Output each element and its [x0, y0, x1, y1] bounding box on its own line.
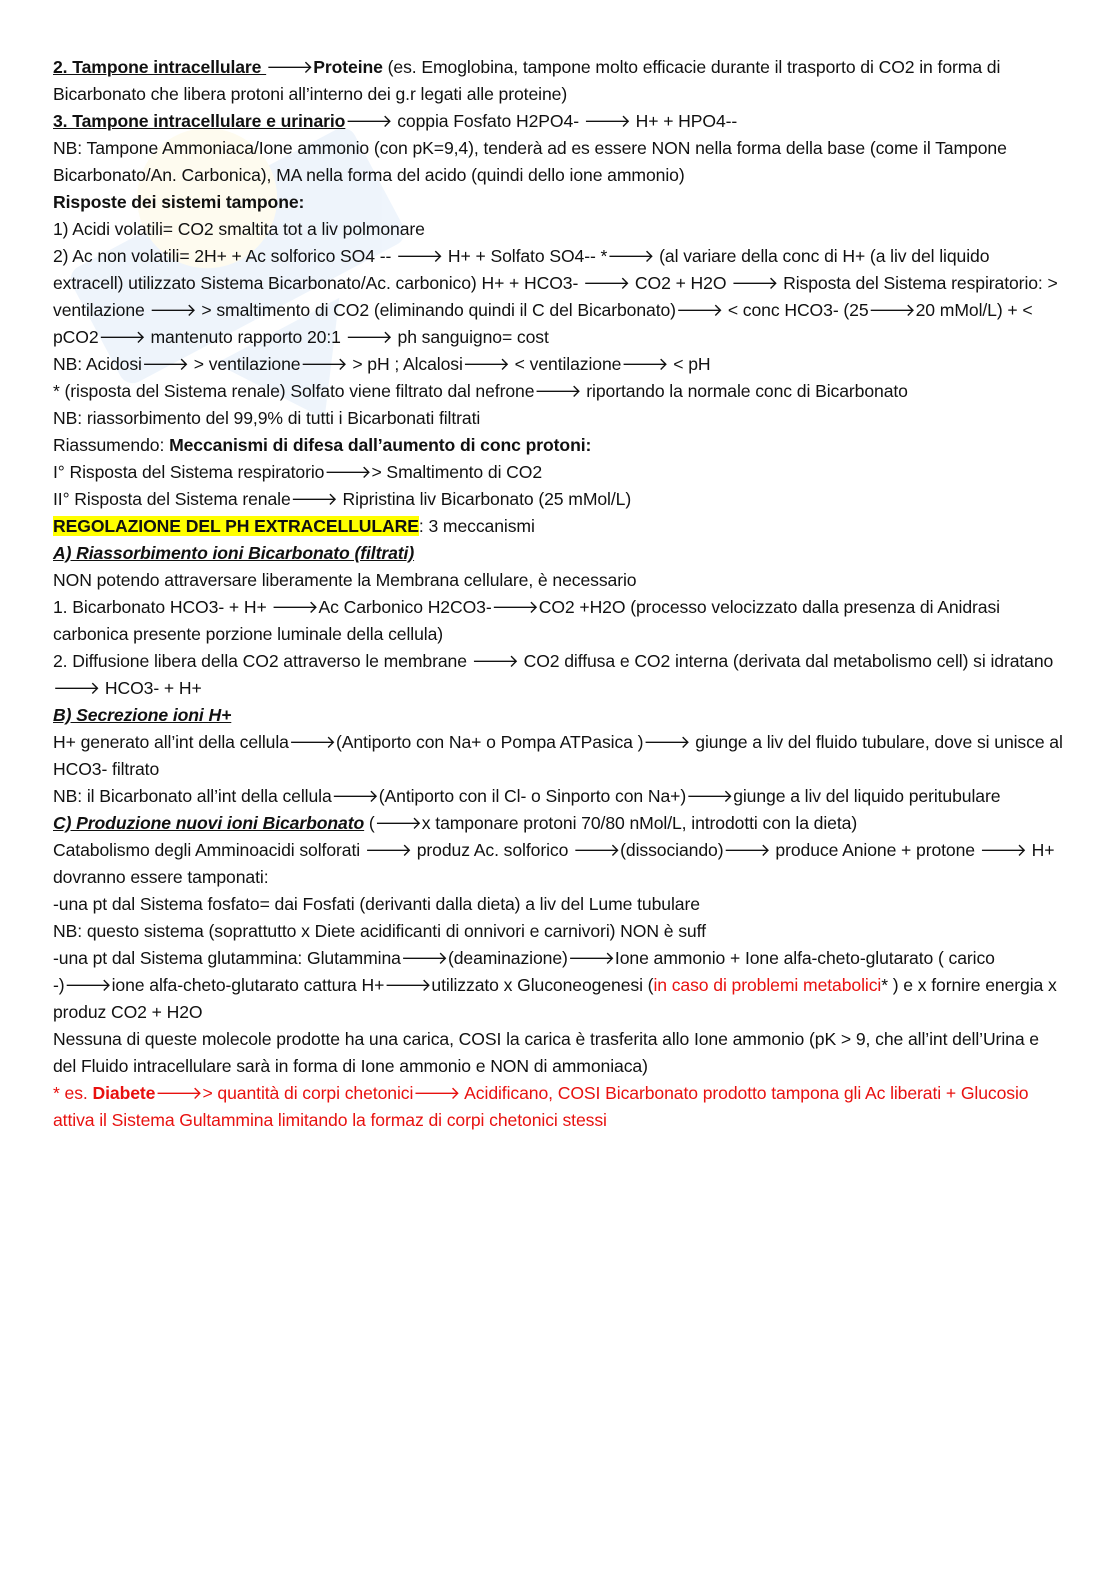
arrow-icon: 🡒	[364, 840, 412, 860]
paragraph: Catabolismo degli Amminoacidi solforati 🡒 produz Ac. solforico 🡒(dissociando)🡒 produce Anione + protone 🡒 H+ dovranno essere tamponati:	[53, 840, 1055, 887]
arrow-icon: 🡒	[573, 840, 621, 860]
paragraph: Riassumendo: Meccanismi di difesa dall’aumento di conc protoni:	[53, 435, 592, 455]
arrow-icon: 🡒	[53, 678, 101, 698]
arrow-icon: 🡒	[583, 111, 631, 131]
arrow-icon: 🡒	[607, 246, 655, 266]
arrow-icon: 🡒	[583, 273, 631, 293]
paragraph: NON potendo attraversare liberamente la Membrana cellulare, è necessario	[53, 570, 637, 590]
arrow-icon: 🡒	[155, 1083, 203, 1103]
red-note: * es. Diabete🡒> quantità di corpi chetonici🡒 Acidificano, COSI Bicarbonato prodotto tampona gli Ac liberati + Glucosio attiva il Sistema Gultammina limitando la formaz di corpi chetonici stessi	[53, 1083, 1029, 1130]
section-heading: REGOLAZIONE DEL PH EXTRACELLULARE: 3 meccanismi	[53, 516, 535, 536]
arrow-icon: 🡒	[331, 786, 379, 806]
arrow-icon: 🡒	[271, 597, 319, 617]
paragraph: 1) Acidi volatili= CO2 smaltita tot a liv polmonare	[53, 219, 425, 239]
arrow-icon: 🡒	[266, 57, 314, 77]
paragraph: -una pt dal Sistema fosfato= dai Fosfati (derivanti dalla dieta) a liv del Lume tubulare	[53, 894, 700, 914]
arrow-icon: 🡒	[345, 327, 393, 347]
arrow-icon: 🡒	[400, 948, 448, 968]
arrow-icon: 🡒	[141, 354, 189, 374]
arrow-icon: 🡒	[345, 111, 393, 131]
arrow-icon: 🡒	[64, 975, 112, 995]
arrow-icon: 🡒	[723, 840, 771, 860]
arrow-icon: 🡒	[621, 354, 669, 374]
subsection-heading: B) Secrezione ioni H+	[53, 705, 232, 725]
arrow-icon: 🡒	[462, 354, 510, 374]
arrow-icon: 🡒	[290, 489, 338, 509]
paragraph: NB: questo sistema (soprattutto x Diete acidificanti di onnivori e carnivori) NON è suff	[53, 921, 706, 941]
section-heading: Risposte dei sistemi tampone:	[53, 192, 305, 212]
paragraph: 1. Bicarbonato HCO3- + H+ 🡒Ac Carbonico H2CO3-🡒CO2 +H2O (processo velocizzato dalla presenza di Anidrasi carbonica presente porzione luminale della cellula)	[53, 597, 1000, 644]
arrow-icon: 🡒	[396, 246, 444, 266]
arrow-icon: 🡒	[675, 300, 724, 320]
paragraph: II° Risposta del Sistema renale🡒 Ripristina liv Bicarbonato (25 mMol/L)	[53, 489, 632, 509]
arrow-icon: 🡒	[98, 327, 146, 347]
paragraph: 2. Diffusione libera della CO2 attraverso le membrane 🡒 CO2 diffusa e CO2 interna (derivata dal metabolismo cell) si idratano 🡒 HCO3- + H+	[53, 651, 1054, 698]
paragraph: NB: Acidosi🡒 > ventilazione🡒 > pH ; Alcalosi🡒 < ventilazione🡒 < pH	[53, 354, 711, 374]
highlighted-heading: REGOLAZIONE DEL PH EXTRACELLULARE	[53, 516, 419, 536]
arrow-icon: 🡒	[374, 813, 422, 833]
paragraph: 2. Tampone intracellulare 🡒Proteine (es. Emoglobina, tampone molto efficacie durante il trasporto di CO2 in forma di	[53, 57, 1001, 77]
paragraph: NB: riassorbimento del 99,9% di tutti i Bicarbonati filtrati	[53, 408, 481, 428]
arrow-icon: 🡒	[324, 462, 372, 482]
arrow-icon: 🡒	[643, 732, 691, 752]
arrow-icon: 🡒	[149, 300, 197, 320]
arrow-icon: 🡒	[300, 354, 348, 374]
arrow-icon: 🡒	[384, 975, 432, 995]
paragraph: 2) Ac non volatili= 2H+ + Ac solforico SO4 -- 🡒 H+ + Solfato SO4-- *🡒 (al variare della conc di H+ (a liv del liquido extracell) utilizzato Sistema Bicarbonato/Ac. carbonico) H+ + HCO3- 🡒 CO2 + H2O 🡒 Risposta del Sistema respiratorio: > ventilazione 🡒 > smaltimento di CO2 (eliminando quindi il C del Bicarbonato)🡒 < conc HCO3- (25🡒20 mMol/L) + < pCO2🡒 mantenuto rapporto 20:1 🡒 ph sanguigno= cost	[53, 246, 1058, 347]
paragraph: Bicarbonato che libera protoni all’interno dei g.r legati alle proteine)	[53, 84, 568, 104]
arrow-icon: 🡒	[731, 273, 779, 293]
paragraph: 3. Tampone intracellulare e urinario🡒 coppia Fosfato H2PO4- 🡒 H+ + HPO4--	[53, 111, 738, 131]
paragraph: Nessuna di queste molecole prodotte ha una carica, COSI la carica è trasferita allo Ione ammonio (pK > 9, che all’int dell’Urina e del Fluido intracellulare sarà in forma di Ione ammonio e NON di ammoniaca)	[53, 1029, 1039, 1076]
paragraph: NB: il Bicarbonato all’int della cellula🡒(Antiporto con il Cl- o Sinporto con Na+)🡒giunge a liv del liquido peritubulare	[53, 786, 1001, 806]
arrow-icon: 🡒	[868, 300, 916, 320]
subsection-heading: A) Riassorbimento ioni Bicarbonato (filtrati)	[53, 543, 415, 563]
arrow-icon: 🡒	[288, 732, 336, 752]
paragraph: * (risposta del Sistema renale) Solfato viene filtrato dal nefrone🡒 riportando la normale conc di Bicarbonato	[53, 381, 908, 401]
paragraph: NB: Tampone Ammoniaca/Ione ammonio (con pK=9,4), tenderà ad es essere NON nella forma della base (come il Tampone Bicarbonato/An. Carbonica), MA nella forma del acido (quindi dello ione ammonio)	[53, 138, 1007, 185]
arrow-icon: 🡒	[413, 1083, 461, 1103]
arrow-icon: 🡒	[471, 651, 519, 671]
arrow-icon: 🡒	[491, 597, 539, 617]
subsection-heading: C) Produzione nuovi ioni Bicarbonato	[53, 813, 365, 833]
arrow-icon: 🡒	[979, 840, 1027, 860]
paragraph: I° Risposta del Sistema respiratorio🡒> Smaltimento di CO2	[53, 462, 543, 482]
paragraph: C) Produzione nuovi ioni Bicarbonato (🡒x tamponare protoni 70/80 nMol/L, introdotti con la dieta)	[53, 813, 858, 833]
paragraph: H+ generato all’int della cellula🡒(Antiporto con Na+ o Pompa ATPasica )🡒 giunge a liv del fluido tubulare, dove si unisce al HCO3- filtrato	[53, 732, 1063, 779]
arrow-icon: 🡒	[534, 381, 582, 401]
paragraph: -una pt dal Sistema glutammina: Glutammina🡒(deaminazione)🡒Ione ammonio + Ione alfa-cheto-glutarato ( carico -)🡒ione alfa-cheto-glutarato cattura H+🡒utilizzato x Gluconeogenesi (in caso di problemi metabolici* ) e x fornire energia x produz CO2 + H2O	[53, 948, 1057, 1022]
arrow-icon: 🡒	[567, 948, 615, 968]
document-page	[53, 54, 1063, 1134]
arrow-icon: 🡒	[686, 786, 734, 806]
